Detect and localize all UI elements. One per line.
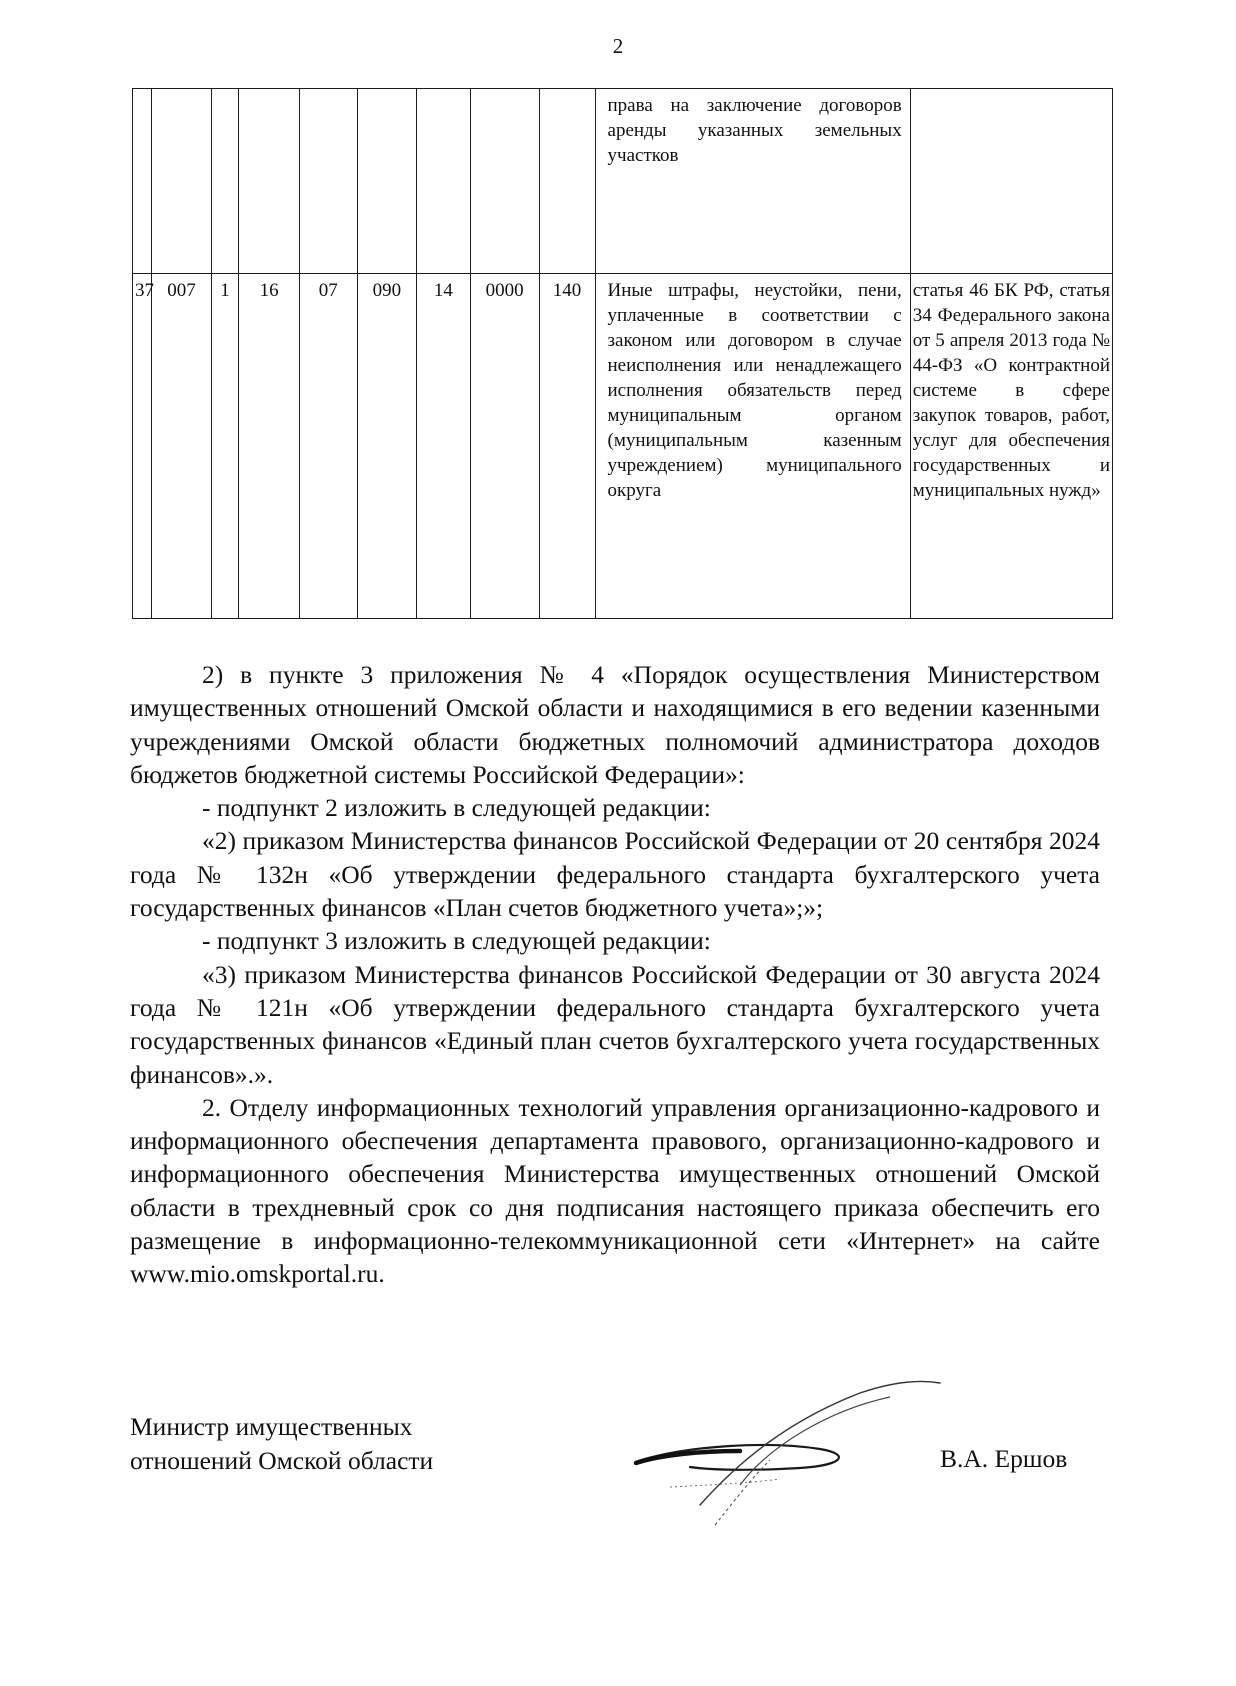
code-cell: 0000 <box>470 274 539 619</box>
table-cell <box>133 89 152 274</box>
legal-basis-cell: статья 46 БК РФ, статья 34 Федерального закона от 5 апреля 2013 года № 44-ФЗ «О контрактной системе в сфере закупок товаров, работ, услуг для обеспечения государственных и муниципальных нужд» <box>910 274 1112 619</box>
document-body <box>130 658 1100 1291</box>
code-cell: 140 <box>539 274 595 619</box>
code-cell: 090 <box>357 274 416 619</box>
table-cell <box>299 89 357 274</box>
table-cell <box>539 89 595 274</box>
code-cell: 14 <box>416 274 470 619</box>
page-number: 2 <box>612 34 624 58</box>
code-cell: 007 <box>152 274 211 619</box>
signatory-position <box>130 1410 433 1478</box>
position-line: Министр имущественных <box>130 1412 413 1441</box>
code-cell: 1 <box>211 274 239 619</box>
description-cell: права на заключение договоров аренды указанных земельных участков <box>595 89 910 274</box>
code-cell: 16 <box>239 274 299 619</box>
table-cell <box>152 89 211 274</box>
code-cell: 07 <box>299 274 357 619</box>
table-cell <box>357 89 416 274</box>
table-row <box>133 274 1113 619</box>
position-line: отношений Омской области <box>130 1446 434 1475</box>
signatory-name: В.А. Ершов <box>940 1444 1068 1473</box>
table-row <box>133 89 1113 274</box>
table-cell <box>211 89 239 274</box>
paragraph: «3) приказом Министерства финансов Российской Федерации от 30 августа 2024 года № 121н «Об утверждении федерального стандарта бухгалтерского учета государственных финансов «Единый план счетов бухгалтерского учета государственных финансов».». <box>130 959 1100 1089</box>
paragraph: - подпункт 3 изложить в следующей редакции: <box>202 926 711 956</box>
paragraph: 2. Отделу информационных технологий управления организационно-кадрового и информационного обеспечения департамента правового, организационно-кадрового и информационного обеспечения Министерства имущественных отношений Омской области в трехдневный срок со дня подписания настоящего приказа обеспечить его размещение в информационно-телекоммуникационной сети «Интернет» на сайте www.mio.omskportal.ru. <box>130 1092 1100 1289</box>
table-cell <box>239 89 299 274</box>
table-cell <box>416 89 470 274</box>
paragraph: «2) приказом Министерства финансов Российской Федерации от 20 сентября 2024 года № 132н «Об утверждении федерального стандарта бухгалтерского учета государственных финансов «План счетов бюджетного учета»;»; <box>130 826 1100 923</box>
description-cell: Иные штрафы, неустойки, пени, уплаченные в соответствии с законом или договором в случае неисполнения или ненадлежащего исполнения обязательств перед муниципальным органом (муниципальным казенным учреждением) муниципального округа <box>595 274 910 619</box>
table-cell <box>910 89 1112 274</box>
paragraph: 2) в пункте 3 приложения № 4 «Порядок осуществления Министерством имущественных отношений Омской области и находящимися в его ведении казенными учреждениями Омской области бюджетных полномочий администратора доходов бюджетов бюджетной системы Российской Федерации»: <box>130 660 1100 789</box>
row-number-cell: 37 <box>133 274 152 619</box>
table-cell <box>470 89 539 274</box>
paragraph: - подпункт 2 изложить в следующей редакции: <box>202 793 711 823</box>
handwritten-signature <box>630 1375 960 1550</box>
income-codes-table <box>132 88 1113 619</box>
